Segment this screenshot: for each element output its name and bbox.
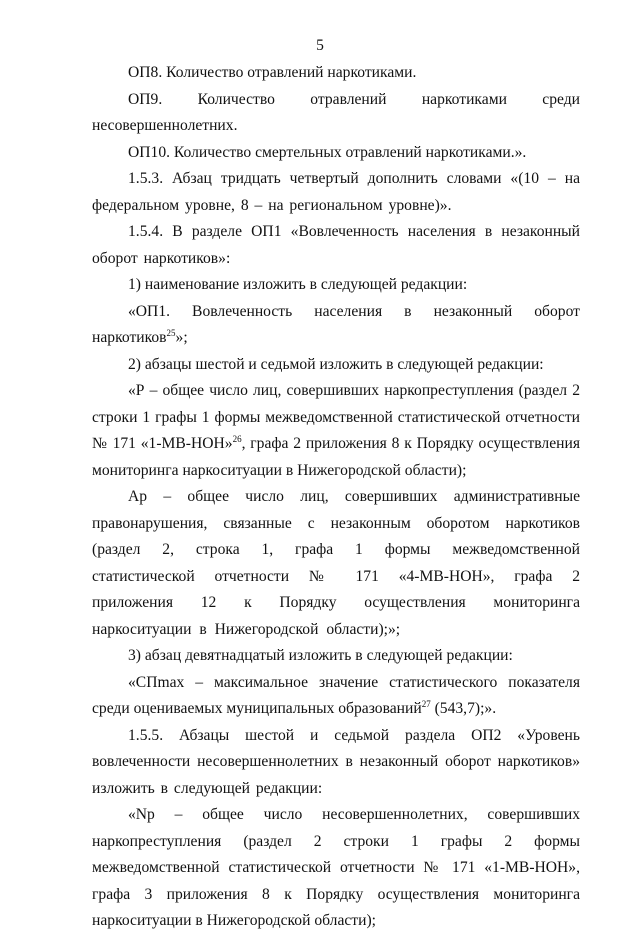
document-body <box>92 60 580 935</box>
footnote-ref-27: 27 <box>421 699 431 709</box>
paragraph-item-2: 2) абзацы шестой и седьмой изложить в следующей редакции: <box>128 355 544 373</box>
paragraph-op10: ОП10. Количество смертельных отравлений наркотиками.». <box>128 143 527 161</box>
paragraph-op1-tail: »; <box>175 329 188 346</box>
paragraph-item-1: 1) наименование изложить в следующей редакции: <box>128 276 468 293</box>
paragraph-p-tail: , графа 2 приложения 8 к Порядку осуществления мониторинга наркоситуации в Нижегородской области); <box>92 435 580 479</box>
paragraph-spmax-tail: (543,7);». <box>430 700 497 717</box>
paragraph-1-5-5: 1.5.5. Абзацы шестой и седьмой раздела ОП2 «Уровень вовлеченности несовершеннолетних в незаконный оборот наркотиков» изложить в следующей редакции: <box>92 726 580 797</box>
paragraph-np-definition: «Np – общее число несовершеннолетних, совершивших наркопреступления (раздел 2 строки 1 графы 2 формы межведомственной статистической отчетности № 171 «1-МВ-НОН», графа 3 приложения 8 к Порядку осуществления мониторинга наркоситуации в Нижегородской области); <box>92 806 580 929</box>
paragraph-item-3: 3) абзац девятнадцатый изложить в следующей редакции: <box>128 647 513 664</box>
paragraph-spmax-definition <box>92 670 580 723</box>
paragraph-op9: ОП9. Количество отравлений наркотиками среди несовершеннолетних. <box>92 90 580 134</box>
page-number: 5 <box>316 37 324 54</box>
paragraph-1-5-3: 1.5.3. Абзац тридцать четвертый дополнить словами «(10 – на федеральном уровне, 8 – на региональном уровне)». <box>92 170 580 214</box>
paragraph-1-5-4: 1.5.4. В разделе ОП1 «Вовлеченность населения в незаконный оборот наркотиков»: <box>92 223 580 267</box>
paragraph-op1-text: «ОП1. Вовлеченность населения в незаконный оборот наркотиков <box>92 302 580 346</box>
paragraph-op8: ОП8. Количество отравлений наркотиками. <box>128 64 417 81</box>
paragraph-p-text: «Р – общее число лиц, совершивших наркопреступления (раздел 2 строки 1 графы 1 формы межведомственной статистической отчетности № 171 «1-МВ-НОН» <box>92 382 580 452</box>
paragraph-spmax-text: «СПmax – максимальное значение статистического показателя среди оцениваемых муниципальных образований <box>92 673 580 717</box>
footnote-ref-26: 26 <box>232 434 242 444</box>
footnote-ref-25: 25 <box>166 328 176 338</box>
paragraph-p-definition <box>92 378 580 484</box>
paragraph-ap-definition: Ар – общее число лиц, совершивших административные правонарушения, связанные с незаконным оборотом наркотиков (раздел 2, строка 1, графа 1 формы межведомственной статистической отчетности № 171 «4-МВ-НОН», графа 2 приложения 12 к Порядку осуществления мониторинга наркоситуации в Нижегородской области);»; <box>92 488 580 638</box>
paragraph-op1-name <box>92 299 580 352</box>
